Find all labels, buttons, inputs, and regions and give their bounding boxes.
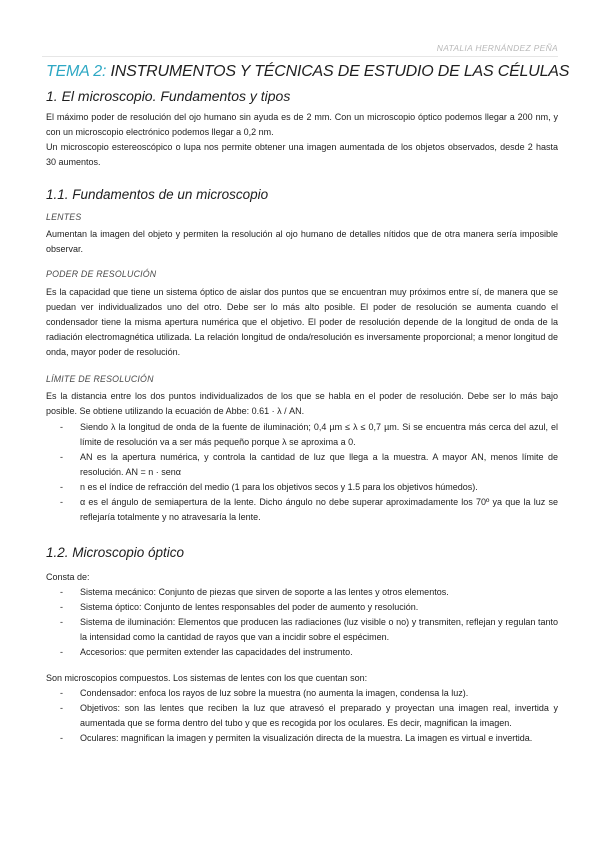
- section-1-paragraph-2: Un microscopio estereoscópico o lupa nos permite obtener una imagen aumentada de los objetos observados, desde 2 hasta 30 aumentos.: [46, 142, 558, 167]
- poder-resolucion-heading: PODER DE RESOLUCIÓN: [46, 269, 157, 279]
- list-item: - α es el ángulo de semiapertura de la lente. Dicho ángulo no debe superar aproximadamente los 70º ya que la luz se reflejaría totalmente y no atravesaría la lente.: [60, 497, 558, 522]
- list-dash: -: [60, 733, 63, 743]
- list-dash: -: [60, 647, 63, 657]
- limite-resolucion-list: [46, 420, 558, 525]
- section-1-1-heading: 1.1. Fundamentos de un microscopio: [46, 187, 269, 202]
- list-dash: -: [60, 703, 63, 713]
- section-1-paragraph-1: El máximo poder de resolución del ojo humano sin ayuda es de 2 mm. Con un microscopio óptico podemos llegar a 200 nm, y con un microscopio electrónico podemos llegar a 0,2 nm.: [46, 112, 558, 137]
- list-item: - Sistema de iluminación: Elementos que producen las radiaciones (luz visible o no) y transmiten, reflejan y regulan tanto la intensidad como la cantidad de rayos que van a incidir sobre el espécimen.: [60, 617, 558, 642]
- list-dash: -: [60, 587, 63, 597]
- list-item: - Objetivos: son las lentes que reciben la luz que atravesó el preparado y proyectan una imagen real, invertida y aumentada que se forma dentro del tubo y que es recogida por los oculares. Es decir, magnifican la imagen.: [60, 703, 558, 728]
- lentes-heading: LENTES: [46, 212, 82, 222]
- list-dash: -: [60, 452, 63, 462]
- title-text: INSTRUMENTOS Y TÉCNICAS DE ESTUDIO DE LAS CÉLULAS: [110, 63, 570, 80]
- list-dash: -: [60, 602, 63, 612]
- list-item: - n es el índice de refracción del medio (1 para los objetivos secos y 1.5 para los objetivos húmedos).: [46, 480, 558, 495]
- document-title: [46, 63, 570, 81]
- limite-resolucion-text: Es la distancia entre los dos puntos individualizados de los que se habla en el poder de resolución. Debe ser lo más bajo posible. Se obtiene utilizando la ecuación de Abbe: 0.61 · λ / AN.: [46, 391, 558, 416]
- list-item: - Condensador: enfoca los rayos de luz sobre la muestra (no aumenta la imagen, condensa la luz).: [46, 686, 558, 701]
- section-1-heading: 1. El microscopio. Fundamentos y tipos: [46, 88, 291, 104]
- list-item: - Oculares: magnifican la imagen y permiten la visualización directa de la muestra. La imagen es virtual e invertida.: [46, 731, 558, 746]
- list-dash: -: [60, 482, 63, 492]
- list-item: - Sistema óptico: Conjunto de lentes responsables del poder de aumento y resolución.: [46, 600, 558, 615]
- components-list: [46, 585, 558, 660]
- header-divider: [42, 56, 558, 57]
- section-1-2-intro: Consta de:: [46, 572, 90, 582]
- list-item: - AN es la apertura numérica, y controla la cantidad de luz que llega a la muestra. A mayor AN, menos límite de resolución. AN = n · senα: [60, 452, 558, 477]
- section-1-2-heading: 1.2. Microscopio óptico: [46, 545, 185, 560]
- section-1-2-intro-2: Son microscopios compuestos. Los sistemas de lentes con los que cuentan son:: [46, 673, 368, 683]
- list-dash: -: [60, 497, 63, 507]
- lens-systems-list: [46, 686, 558, 746]
- list-dash: -: [60, 617, 63, 627]
- list-dash: -: [60, 422, 63, 432]
- list-item: - Accesorios: que permiten extender las capacidades del instrumento.: [46, 645, 558, 660]
- lentes-text: Aumentan la imagen del objeto y permiten la resolución al ojo humano de detalles nítidos que de otra manera sería imposible observar.: [46, 229, 558, 254]
- list-item: - Siendo λ la longitud de onda de la fuente de iluminación; 0,4 µm ≤ λ ≤ 0,7 µm. Si se encuentra más cerca del azul, el límite de resolución va a ser más pequeño porque λ se aproxima a 0.: [60, 422, 558, 447]
- list-dash: -: [60, 688, 63, 698]
- list-item: - Sistema mecánico: Conjunto de piezas que sirven de soporte a las lentes y otros elementos.: [46, 585, 558, 600]
- author-name: NATALIA HERNÁNDEZ PEÑA: [436, 43, 558, 53]
- title-prefix: TEMA 2:: [46, 63, 107, 80]
- poder-resolucion-text: Es la capacidad que tiene un sistema óptico de aislar dos puntos que se encuentran muy próximos entre sí, de manera que se puedan ver individualizados uno del otro. Debe ser lo más alto posible. El poder de resolución se aumenta cuando el condensador tiene la misma apertura numérica que el objetivo. El poder de resolución depende de la longitud de onda de la radiación electromagnética utilizada. La relación longitud de onda/resolución es inversamente proporcional; a menor longitud de onda, mayor poder de resolución.: [46, 287, 558, 357]
- limite-resolucion-heading: LÍMITE DE RESOLUCIÓN: [46, 374, 154, 384]
